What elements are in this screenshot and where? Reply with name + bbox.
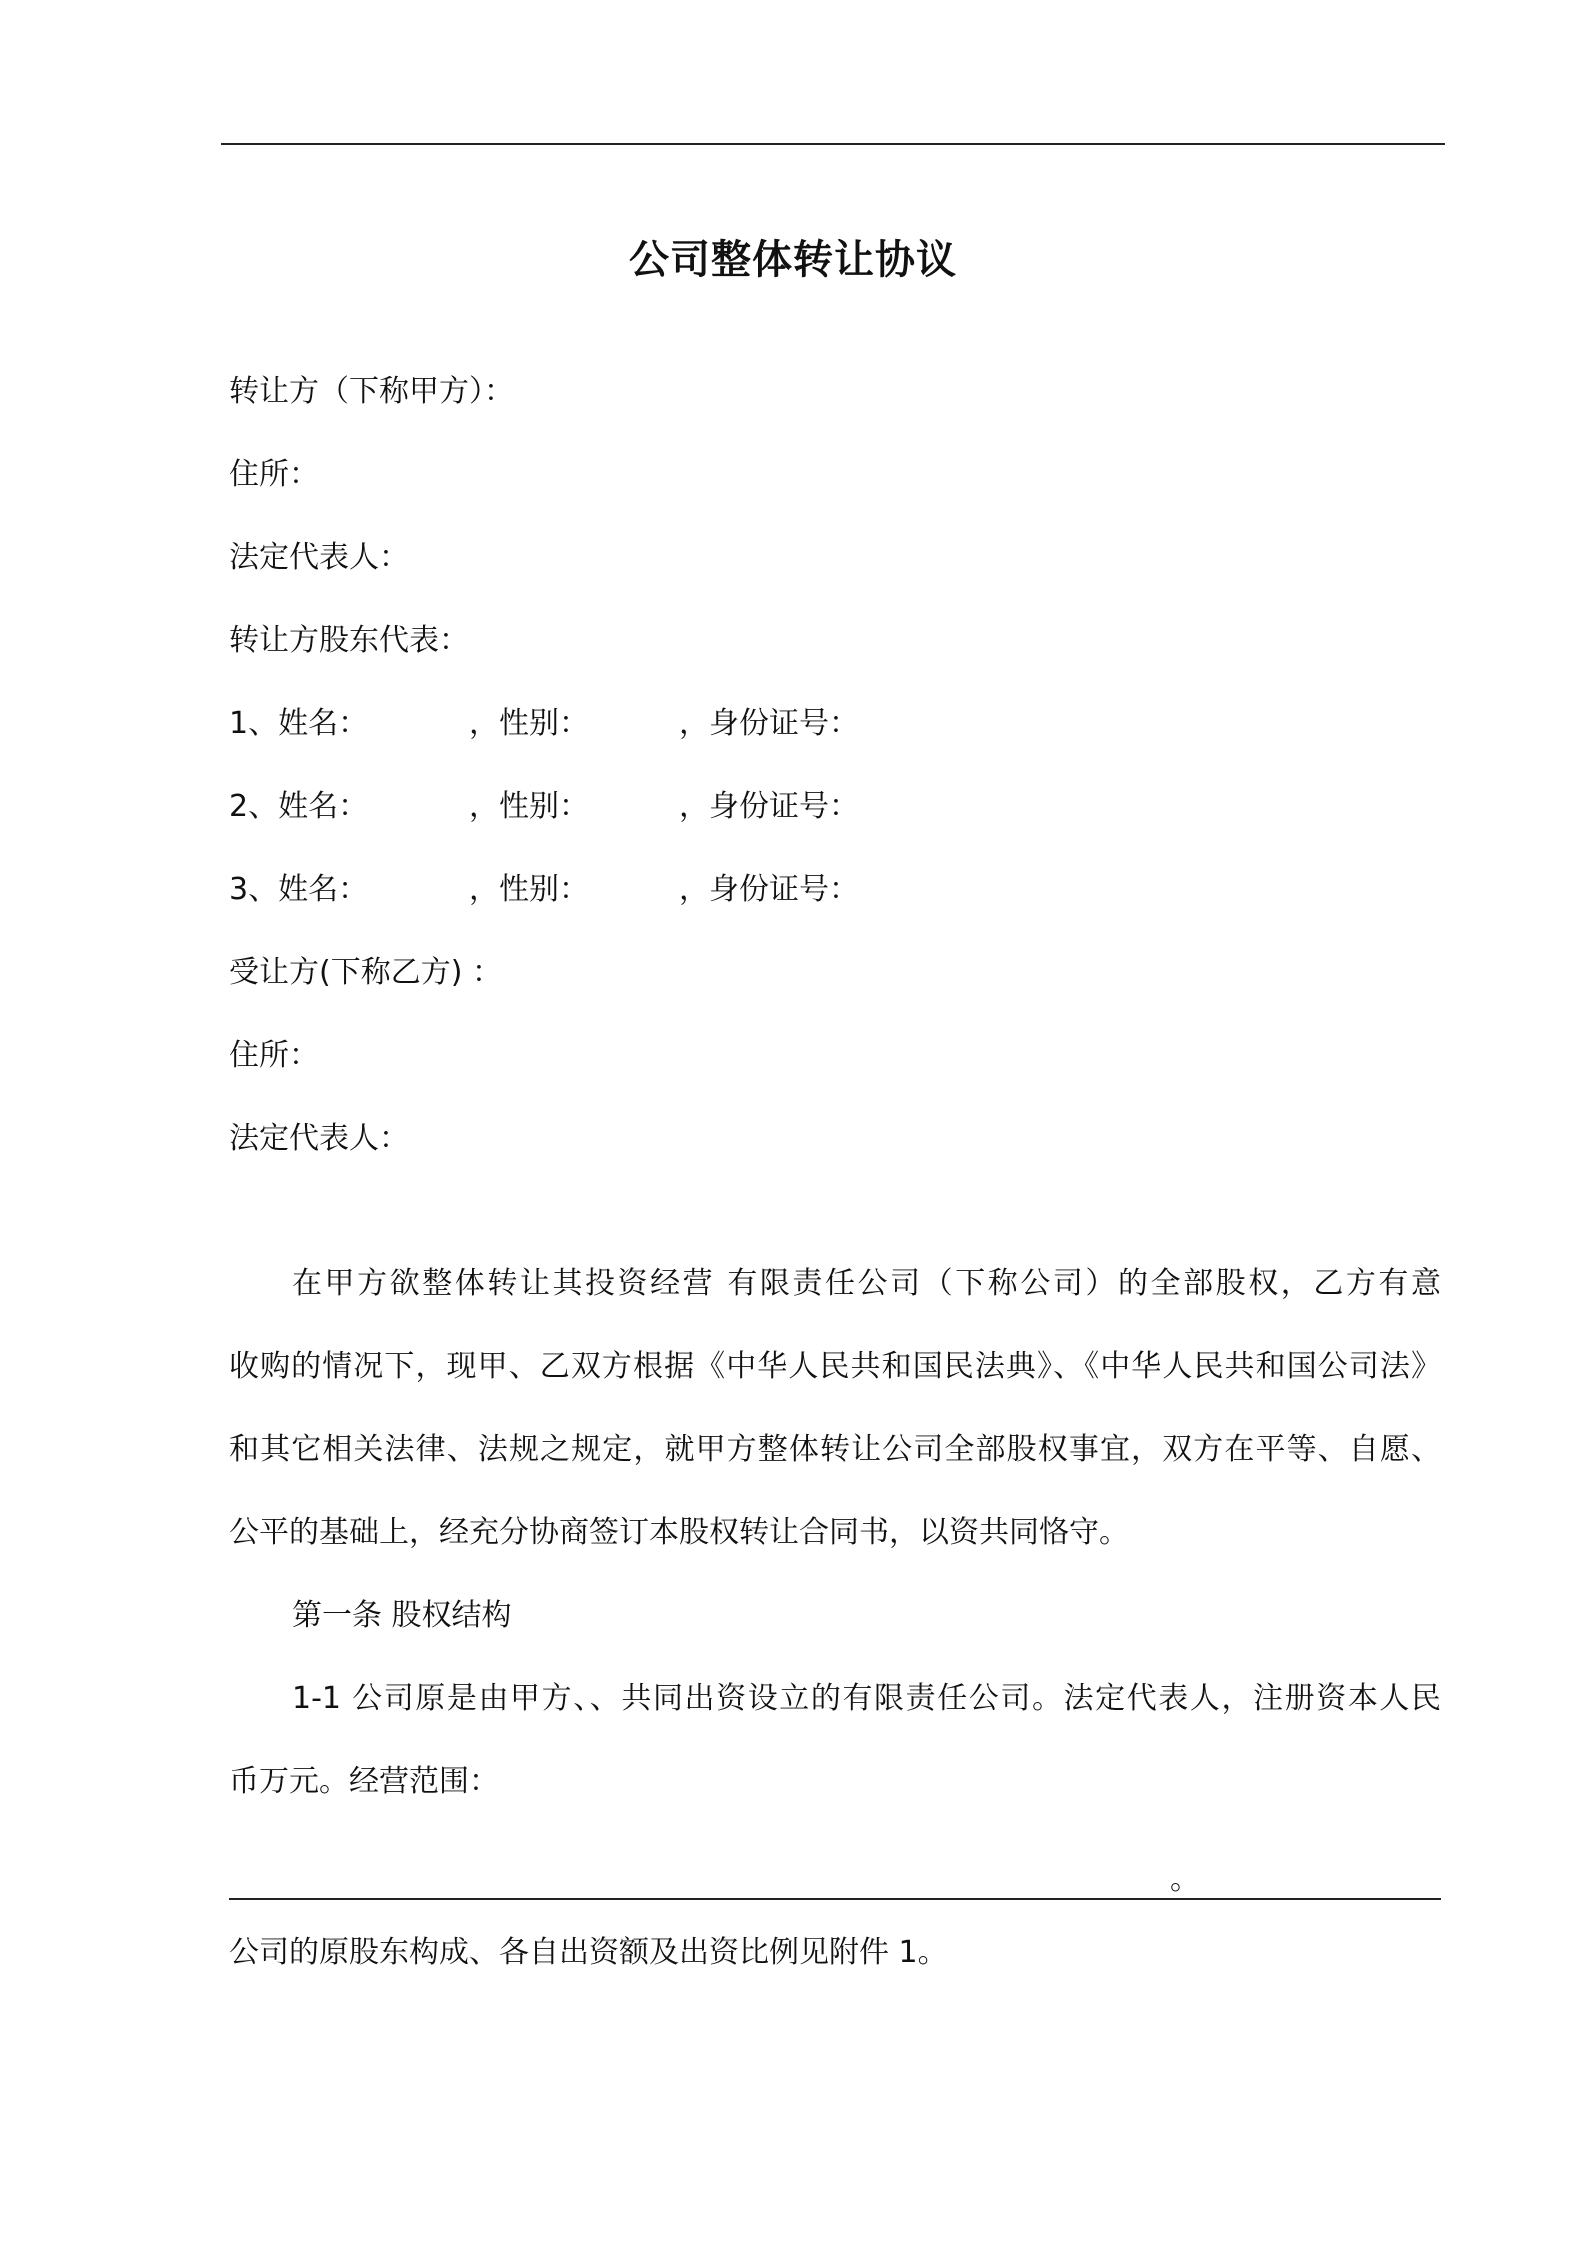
preamble-line: 公平的基础上，经充分协商签订本股权转让合同书，以资共同恪守。	[229, 1515, 1129, 1550]
shareholder-name-label: 1、姓名：	[229, 706, 369, 741]
transferee-label: 受让方(下称乙方) ：	[229, 955, 502, 990]
blank-end-mark: 。	[1170, 1862, 1200, 1897]
shareholder-gender-label: ，性别：	[469, 706, 589, 741]
header-rule	[221, 143, 1445, 145]
fill-in-underline	[229, 1898, 1441, 1900]
shareholder-reps-label: 转让方股东代表：	[229, 623, 469, 658]
transferee-address-label: 住所：	[229, 1038, 319, 1073]
shareholder-id-label: ，身份证号：	[679, 706, 859, 741]
shareholder-gender-label: ，性别：	[469, 872, 589, 907]
shareholder-id-label: ，身份证号：	[679, 872, 859, 907]
transferee-rep-label: 法定代表人：	[229, 1121, 409, 1156]
shareholder-name-label: 3、姓名：	[229, 872, 369, 907]
clause-line: 1-1 公司原是由甲方、、共同出资设立的有限责任公司。法定代表人，注册资本人民	[292, 1681, 1441, 1716]
article-heading: 第一条 股权结构	[292, 1598, 512, 1633]
clause-line: 币万元。经营范围：	[229, 1764, 499, 1799]
preamble-line: 在甲方欲整体转让其投资经营 有限责任公司（下称公司）的全部股权，乙方有意	[292, 1266, 1441, 1301]
transferor-rep-label: 法定代表人：	[229, 540, 409, 575]
transferor-address-label: 住所：	[229, 457, 319, 492]
preamble-line: 和其它相关法律、法规之规定，就甲方整体转让公司全部股权事宜，双方在平等、自愿、	[229, 1432, 1441, 1467]
preamble-line: 收购的情况下，现甲、乙双方根据《中华人民共和国民法典》、《中华人民共和国公司法》	[229, 1349, 1441, 1384]
transferor-label: 转让方（下称甲方）：	[229, 374, 514, 409]
shareholder-id-label: ，身份证号：	[679, 789, 859, 824]
shareholder-gender-label: ，性别：	[469, 789, 589, 824]
structure-note: 公司的原股东构成、各自出资额及出资比例见附件 1。	[229, 1935, 948, 1970]
page-title: 公司整体转让协议	[629, 237, 957, 283]
shareholder-name-label: 2、姓名：	[229, 789, 369, 824]
